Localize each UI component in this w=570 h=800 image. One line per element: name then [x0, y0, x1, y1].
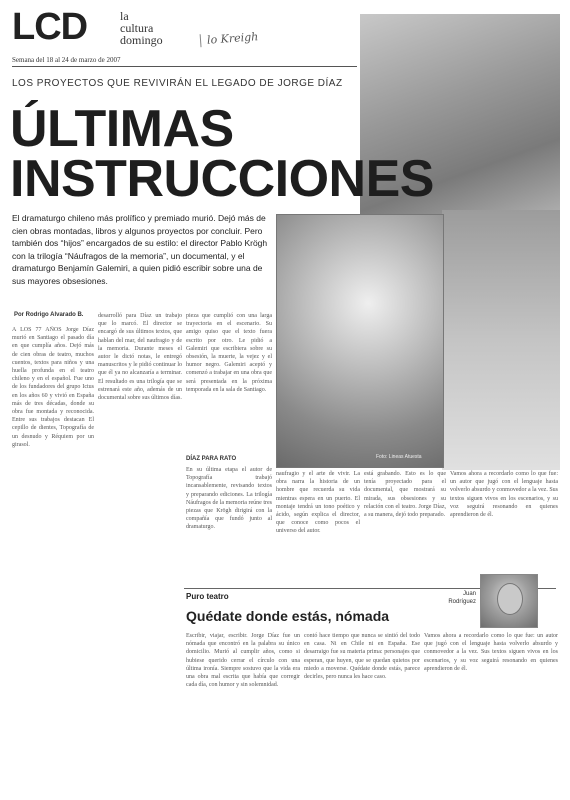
column-text-3: Vamos ahora a recordarlo como lo que fue: un autor que jugó con el lenguaje hasta volverlo absurdo y conmovedor a la vez. Sus textos siguen vivos en los escenarios, y su voz seguirá resonando en quienes aprendieron de él. — [424, 633, 558, 672]
hero-photo-lower — [442, 210, 560, 470]
masthead-logo: LCD — [12, 6, 88, 48]
headline-line: INSTRUCCIONES — [10, 150, 434, 208]
author-face — [497, 583, 523, 615]
issue-date: Semana del 18 al 24 de marzo de 2007 — [12, 56, 121, 64]
handwritten-note: lo Kreigh — [200, 30, 265, 47]
body-column-5: está grabando. Esto es lo que tenía proyectado para el documental, que mostrará su mirada, sus obsesiones y su relación con el teatro. Jorge Díaz, a su manera, dejó todo preparado. — [364, 471, 446, 519]
article-byline: Por Rodrigo Alvarado B. — [14, 312, 84, 318]
masthead-sub-line: cultura — [120, 21, 154, 35]
section-label: Puro teatro — [186, 592, 229, 601]
body-column-3: pieza que cumplió con una larga trayectoria en el escenario. Su amigo quiso que el texto fuera escrito por otro. Le pidió a Galemiri que escribiera sobre su obsesión, la muerte, la vejez y el humor negro. Galemiri aceptó y comenzó a trabajar en una obra que será presentada en la próxima temporada en la sala de Santiago. — [186, 313, 272, 393]
body-column-1: A LOS 77 AÑOS Jorge Díaz murió en Santiago el pasado día en que cumplía años. Dejó más de cien obras de teatro, muchos cuentos, textos para niños y una huella profunda en el teatro chileno y en el español. Fue uno de los fundadores del grupo Ictus en los años 60 y vivió en España más de tres décadas, donde su obra fue montada y reconocida. Entre sus trabajos destacan El cepillo de dientes, Topografía de un desnudo y Réquiem por un girasol. — [12, 327, 94, 448]
column-title: Quédate donde estás, nómada — [186, 608, 390, 624]
body-column-6: Vamos ahora a recordarlo como lo que fue: un autor que jugó con el lenguaje hasta volverlo absurdo y conmovedor a la vez. Sus textos siguen vivos en los escenarios, y su voz seguirá resonando en quienes aprendieron de él. — [450, 471, 558, 519]
author-portrait — [480, 574, 538, 628]
article-headline — [10, 100, 434, 208]
column-text-2: contó hace tiempo que nunca se sintió del todo en casa. Ni en Chile ni en España. Ese desarraigo fue su materia prima: personajes que esperan, que huyen, que se quedan quietos por miedo a moverse. Quédate donde estás, parece decirles, pero nunca les hace caso. — [304, 633, 420, 681]
masthead-sub-line: la — [120, 9, 129, 23]
masthead-sub-line: domingo — [120, 33, 163, 47]
body-column-3b: En su última etapa el autor de Topografía trabajó incansablemente, revisando textos y preparando ediciones. La trilogía Náufragos de la memoria reúne tres piezas que Krögh dirigirá con la compañía que fundó junto al dramaturgo. — [186, 467, 272, 531]
photo-credit: Foto: Lineas Atuesta — [376, 454, 422, 460]
body-subhead: DÍAZ PARA RATO — [186, 456, 237, 462]
article-lede: El dramaturgo chileno más prolífico y premiado murió. Dejó más de cien obras montadas, libros y algunos proyectos por concluir. Pero también dos “hijos” encargados de su estilo: el director Pablo Krögh con la trilogía “Náufragos de la memoria”, un documental, y el dramaturgo Benjamín Galemiri, a quien pidió escribir sobre una de sus mayores obsesiones. — [12, 213, 268, 286]
body-column-2: desarrolló para Díaz un trabajo que lo marcó. El director se encargó de sus últimos textos, que hablan del mar, del naufragio y de la memoria. Durante meses el autor le dictó notas, le entregó manuscritos y le pidió continuar lo que él ya no alcanzaría a terminar. El resultado es una trilogía que se estrenará este año, además de un documental sobre sus últimos días. — [98, 313, 182, 402]
column-text-1: Escribir, viajar, escribir. Jorge Díaz fue un nómada que encontró en la palabra su único domicilio. Murió al cumplir años, como si hubiese querido cerrar el círculo con una última ironía. Siempre sostuvo que la vida era una obra mal escrita que había que corregir cada día, con humor y sin solemnidad. — [186, 633, 300, 689]
masthead-rule — [12, 66, 357, 67]
masthead-subtitle — [120, 10, 163, 46]
article-photo — [276, 214, 444, 468]
column-author: Juan Rodríguez — [448, 591, 476, 605]
body-column-4: naufragio y el arte de vivir. La obra narra la historia de un hombre que recuerda su vida mientras espera en un puerto. El montaje tendrá un tono poético y ácido, según explica el director, que conoce como pocos el universo del autor. — [276, 471, 360, 535]
article-kicker: LOS PROYECTOS QUE REVIVIRÁN EL LEGADO DE JORGE DÍAZ — [12, 78, 343, 89]
headline-line: ÚLTIMAS — [10, 100, 234, 158]
